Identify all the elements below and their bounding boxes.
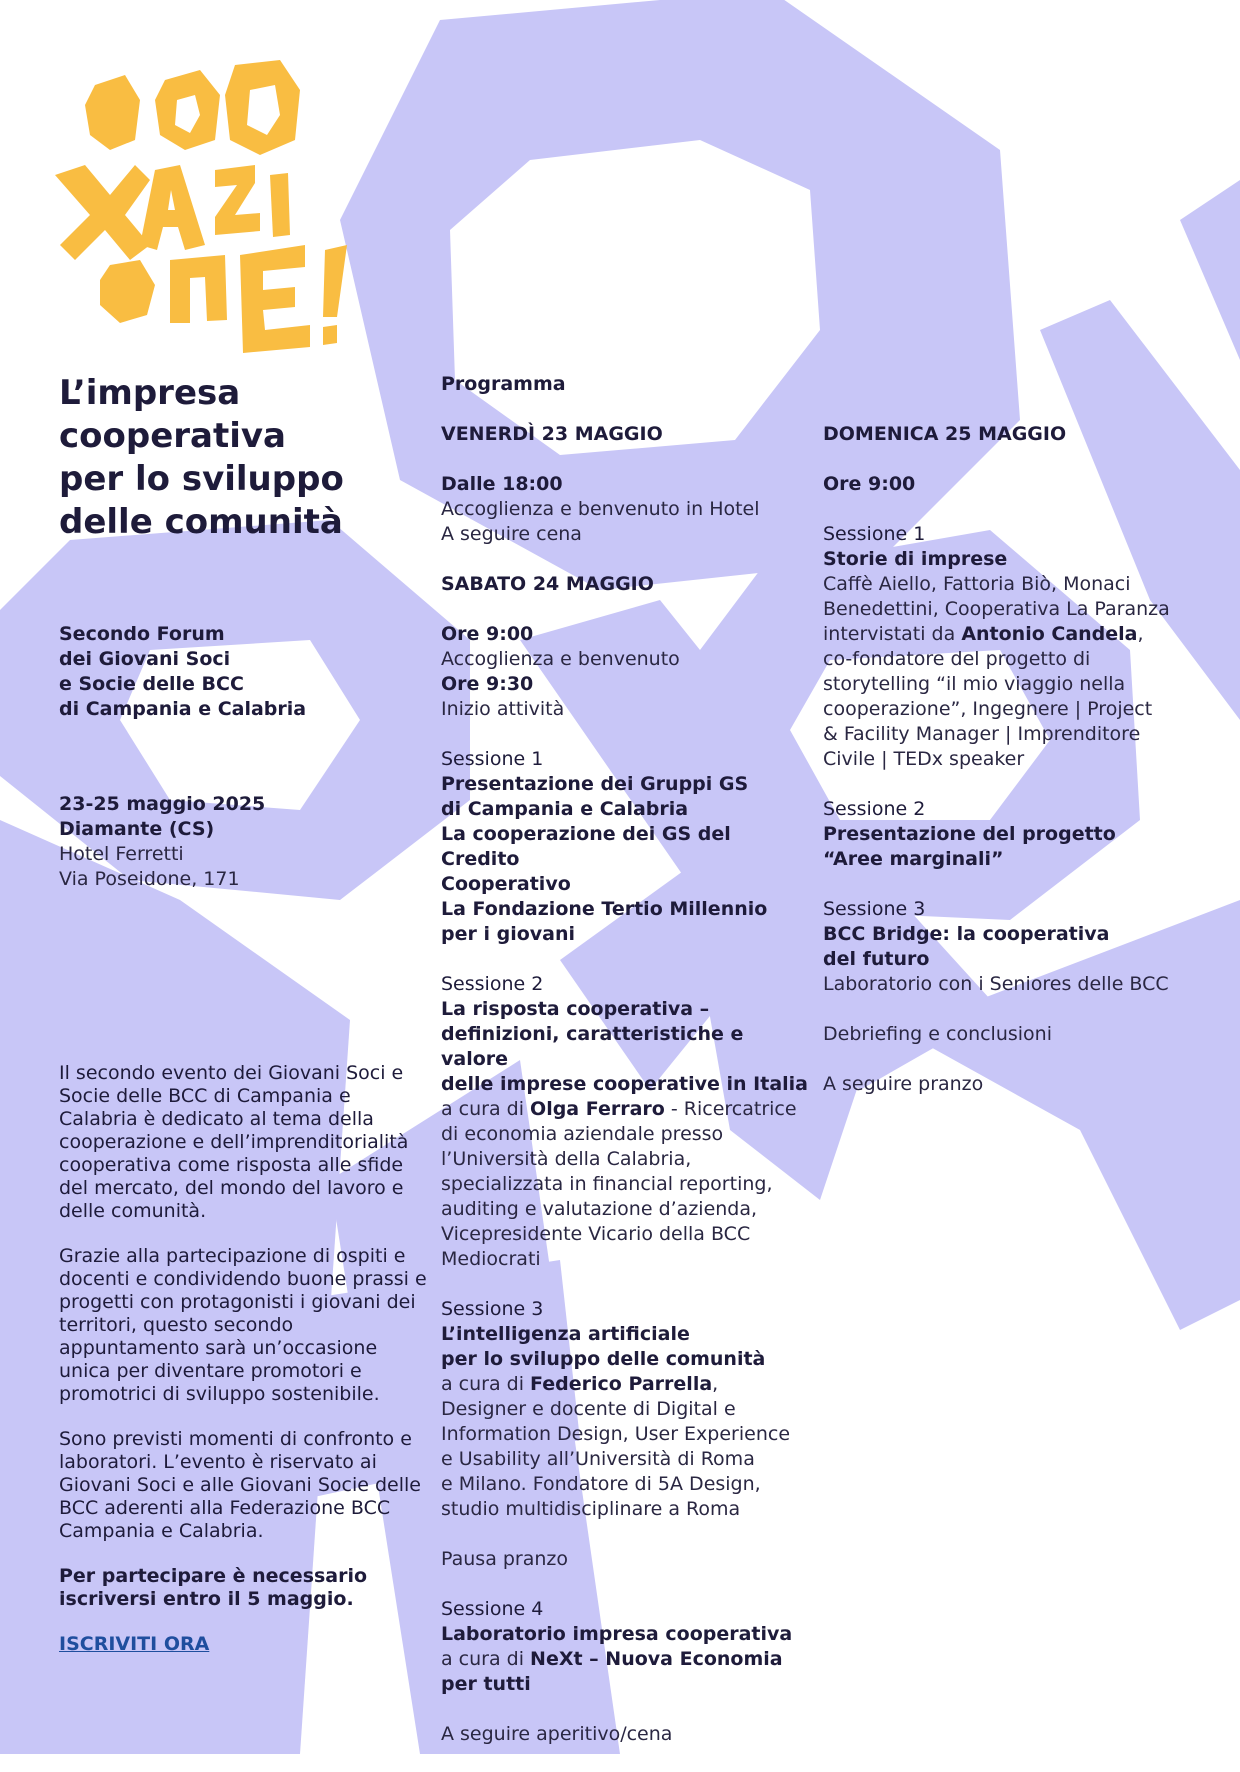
intro-paragraph: Grazie alla partecipazione di ospiti e docenti e condividendo buone prassi e progetti con protagonisti i giovani dei territori, questo secondo appuntamento sarà un’occasione unica per diventare promotori e promotrici di sviluppo sostenibile. <box>59 1245 427 1405</box>
speaker-role: cooperazione”, Ingegnere | Project <box>823 698 1153 720</box>
session-title: Presentazione del progetto <box>823 823 1116 845</box>
session-title: definizioni, caratteristiche e valore <box>441 1023 744 1070</box>
session-title: per i giovani <box>441 923 576 945</box>
day-heading: VENERDÌ 23 MAGGIO <box>441 423 663 445</box>
session-title: del futuro <box>823 948 930 970</box>
session-title: “Aree marginali” <box>823 848 1004 870</box>
logo-shape-x <box>55 165 150 260</box>
session-title: delle imprese cooperative in Italia <box>441 1073 808 1095</box>
agenda-item <box>441 472 811 547</box>
logo-shape-e <box>240 245 310 353</box>
session-label: Sessione 2 <box>823 798 926 820</box>
closing-text: A seguire aperitivo/cena <box>441 1723 673 1745</box>
speaker-name: Antonio Candela <box>961 623 1138 645</box>
logo-shape-n <box>170 255 227 323</box>
closing-text: A seguire pranzo <box>823 1073 984 1095</box>
logo-shape-z <box>215 165 260 235</box>
program-heading: Programma <box>441 373 566 395</box>
agenda-time: Ore 9:30 <box>441 673 534 695</box>
event-subtitle <box>59 622 429 722</box>
speaker-role: e Usability all’Università di Roma <box>441 1448 755 1470</box>
session-label: Sessione 1 <box>823 523 926 545</box>
session-label: Sessione 4 <box>441 1598 544 1620</box>
intro-text <box>59 1062 429 1611</box>
logo-shape-excl <box>323 245 347 345</box>
event-info <box>59 792 429 892</box>
speaker-comma: , <box>712 1373 719 1395</box>
logo-shape-o4 <box>100 260 155 323</box>
speaker-comma: , <box>1137 623 1144 645</box>
agenda-item <box>441 622 811 722</box>
session-label: Sessione 2 <box>441 973 544 995</box>
agenda-text: A seguire cena <box>441 523 582 545</box>
title-line: L’impresa <box>59 373 241 413</box>
agenda-text: Accoglienza e benvenuto in Hotel <box>441 498 760 520</box>
session <box>823 897 1193 997</box>
speaker-role: Vicepresidente Vicario della BCC <box>441 1223 751 1245</box>
intro-paragraph: Sono previsti momenti di confronto e laboratori. L’evento è riservato ai Giovani Soci e alle Giovani Socie delle BCC aderenti alla Federazione BCC Campania e Calabria. <box>59 1428 421 1542</box>
session-title: Presentazione dei Gruppi GS <box>441 773 749 795</box>
speaker-role: & Facility Manager | Imprenditore <box>823 723 1141 745</box>
speaker-line <box>441 1647 811 1672</box>
title-line: cooperativa <box>59 416 286 456</box>
speaker-name: per tutti <box>441 1673 531 1695</box>
speaker-role: specializzata in financial reporting, <box>441 1173 773 1195</box>
session <box>441 1597 811 1697</box>
event-dates: 23-25 maggio 2025 <box>59 793 266 815</box>
speaker-line <box>441 1097 811 1122</box>
program-column <box>441 372 811 1772</box>
session-text: Benedettini, Cooperativa La Paranza <box>823 598 1170 620</box>
speaker-name: NeXt – Nuova Economia <box>530 1648 783 1670</box>
session <box>441 1297 811 1522</box>
intro-paragraph: Il secondo evento dei Giovani Soci e Socie delle BCC di Campania e Calabria è dedicato al tema della cooperazione e dell’imprenditorialità cooperativa come risposta alle sfide del mercato, del mondo del lavoro e delle comunità. <box>59 1062 409 1222</box>
session-title: di Campania e Calabria <box>441 798 689 820</box>
agenda-text: Accoglienza e benvenuto <box>441 648 680 670</box>
session-text: Caffè Aiello, Fattoria Biò, Monaci <box>823 573 1131 595</box>
speaker-role: studio multidisciplinare a Roma <box>441 1498 741 1520</box>
speaker-role: Mediocrati <box>441 1248 541 1270</box>
speaker-role: auditing e valutazione d’azienda, <box>441 1198 758 1220</box>
subtitle-line: Secondo Forum <box>59 623 225 645</box>
bg-band-right-c <box>1180 180 1240 360</box>
day-heading: DOMENICA 25 MAGGIO <box>823 423 1067 445</box>
subtitle-line: dei Giovani Soci <box>59 648 231 670</box>
session-title: La cooperazione dei GS del Credito <box>441 823 731 870</box>
logo-shape-a <box>140 165 205 250</box>
session <box>823 522 1193 772</box>
session-title: Cooperativo <box>441 873 571 895</box>
title-line: per lo sviluppo <box>59 459 344 499</box>
speaker-by: intervistati da <box>823 623 962 645</box>
speaker-line <box>441 1372 811 1397</box>
session-title: La risposta cooperativa – <box>441 998 710 1020</box>
session-text: Laboratorio con i Seniores delle BCC <box>823 973 1169 995</box>
speaker-line <box>823 622 1193 647</box>
session-label: Sessione 1 <box>441 748 544 770</box>
logo-shape-o2 <box>155 70 220 150</box>
logo-shape-o1 <box>85 75 140 150</box>
speaker-role: - Ricercatrice <box>664 1098 797 1120</box>
speaker-name: Olga Ferraro <box>530 1098 665 1120</box>
event-address: Via Poseidone, 171 <box>59 868 240 890</box>
speaker-role: di economia aziendale presso <box>441 1123 724 1145</box>
logo-shape-i <box>270 173 290 237</box>
session <box>823 797 1193 872</box>
session-title: L’intelligenza artificiale <box>441 1323 690 1345</box>
subtitle-line: di Campania e Calabria <box>59 698 307 720</box>
speaker-role: co-fondatore del progetto di <box>823 648 1091 670</box>
speaker-role: Information Design, User Experience <box>441 1423 791 1445</box>
pause-text: Pausa pranzo <box>441 1548 569 1570</box>
subtitle-line: e Socie delle BCC <box>59 673 244 695</box>
debrief-text: Debriefing e conclusioni <box>823 1023 1053 1045</box>
speaker-role: l’Università della Calabria, <box>441 1148 692 1170</box>
session <box>441 972 811 1272</box>
speaker-role: storytelling “il mio viaggio nella <box>823 673 1126 695</box>
page-title <box>59 372 429 544</box>
event-place: Diamante (CS) <box>59 818 215 840</box>
agenda-time: Ore 9:00 <box>441 623 534 645</box>
intro-column <box>59 372 429 1655</box>
agenda-time: Ore 9:00 <box>823 473 916 495</box>
speaker-role: Designer e docente di Digital e <box>441 1398 736 1420</box>
agenda-text: Inizio attività <box>441 698 565 720</box>
sunday-column <box>823 422 1193 1122</box>
session-label: Sessione 3 <box>823 898 926 920</box>
agenda-time: Dalle 18:00 <box>441 473 563 495</box>
session <box>441 747 811 947</box>
speaker-name: Federico Parrella <box>530 1373 713 1395</box>
register-link[interactable]: ISCRIVITI ORA <box>59 1633 210 1655</box>
speaker-by: a cura di <box>441 1648 531 1670</box>
speaker-by: a cura di <box>441 1373 531 1395</box>
session-title: per lo sviluppo delle comunità <box>441 1348 766 1370</box>
logo-shape-o3 <box>225 60 300 155</box>
session-label: Sessione 3 <box>441 1298 544 1320</box>
intro-paragraph: Per partecipare è necessario iscriversi entro il 5 maggio. <box>59 1565 368 1610</box>
day-heading: SABATO 24 MAGGIO <box>441 573 654 595</box>
session-title: La Fondazione Tertio Millennio <box>441 898 768 920</box>
session-title: BCC Bridge: la cooperativa <box>823 923 1110 945</box>
session-title: Storie di imprese <box>823 548 1008 570</box>
event-logo <box>55 55 375 360</box>
speaker-by: a cura di <box>441 1098 531 1120</box>
speaker-role: e Milano. Fondatore di 5A Design, <box>441 1473 761 1495</box>
title-line: delle comunità <box>59 502 343 542</box>
speaker-role: Civile | TEDx speaker <box>823 748 1025 770</box>
event-hotel: Hotel Ferretti <box>59 843 184 865</box>
session-title: Laboratorio impresa cooperativa <box>441 1623 793 1645</box>
